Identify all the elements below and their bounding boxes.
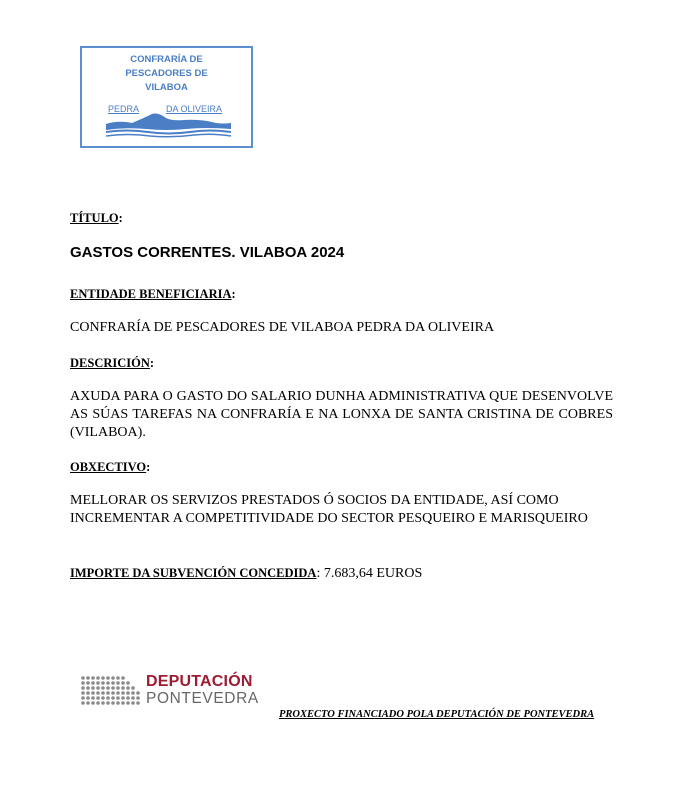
footer-note: PROXECTO FINANCIADO POLA DEPUTACIÓN DE PONTEVEDRA <box>279 709 595 720</box>
titulo-value: GASTOS CORRENTES. VILABOA 2024 <box>70 244 345 261</box>
logo-line2: PESCADORES DE <box>125 68 208 79</box>
logo-line1: CONFRARÍA DE <box>130 54 203 65</box>
entidade-value: CONFRARÍA DE PESCADORES DE VILABOA PEDRA DA OLIVEIRA <box>70 320 495 335</box>
importe-label: IMPORTE DA SUBVENCIÓN CONCEDIDA <box>70 566 317 580</box>
importe <box>70 566 422 582</box>
confraria-logo <box>80 46 253 148</box>
logo-pedra: PEDRA <box>108 104 140 114</box>
dots-grid-icon <box>80 675 142 707</box>
descricion-label: DESCRICIÓN: <box>70 356 155 370</box>
titulo-label: TÍTULO: <box>70 211 123 225</box>
logo-title <box>82 53 251 95</box>
deputacion-logo <box>80 673 260 709</box>
descricion-value: AXUDA PARA O GASTO DO SALARIO DUNHA ADMINISTRATIVA QUE DESENVOLVE AS SÚAS TAREFAS NA CONFRARÍA E NA LONXA DE SANTA CRISTINA DE COBRES (VILABOA). <box>70 389 613 440</box>
obxectivo-value: MELLORAR OS SERVIZOS PRESTADOS Ó SOCIOS DA ENTIDADE, ASÍ COMO INCREMENTAR A COMPETITIVIDADE DO SECTOR PESQUEIRO E MARISQUEIRO <box>70 493 588 526</box>
deputacion-name: DEPUTACIÓN <box>146 673 253 690</box>
logo-oliveira: DA OLIVEIRA <box>166 104 223 114</box>
importe-value: : 7.683,64 EUROS <box>316 566 423 581</box>
logo-line3: VILABOA <box>145 82 188 93</box>
wave-icon <box>106 112 231 138</box>
entidade-label: ENTIDADE BENEFICIARIA: <box>70 287 236 301</box>
deputacion-sub: PONTEVEDRA <box>146 690 259 707</box>
obxectivo-label: OBXECTIVO: <box>70 460 151 474</box>
